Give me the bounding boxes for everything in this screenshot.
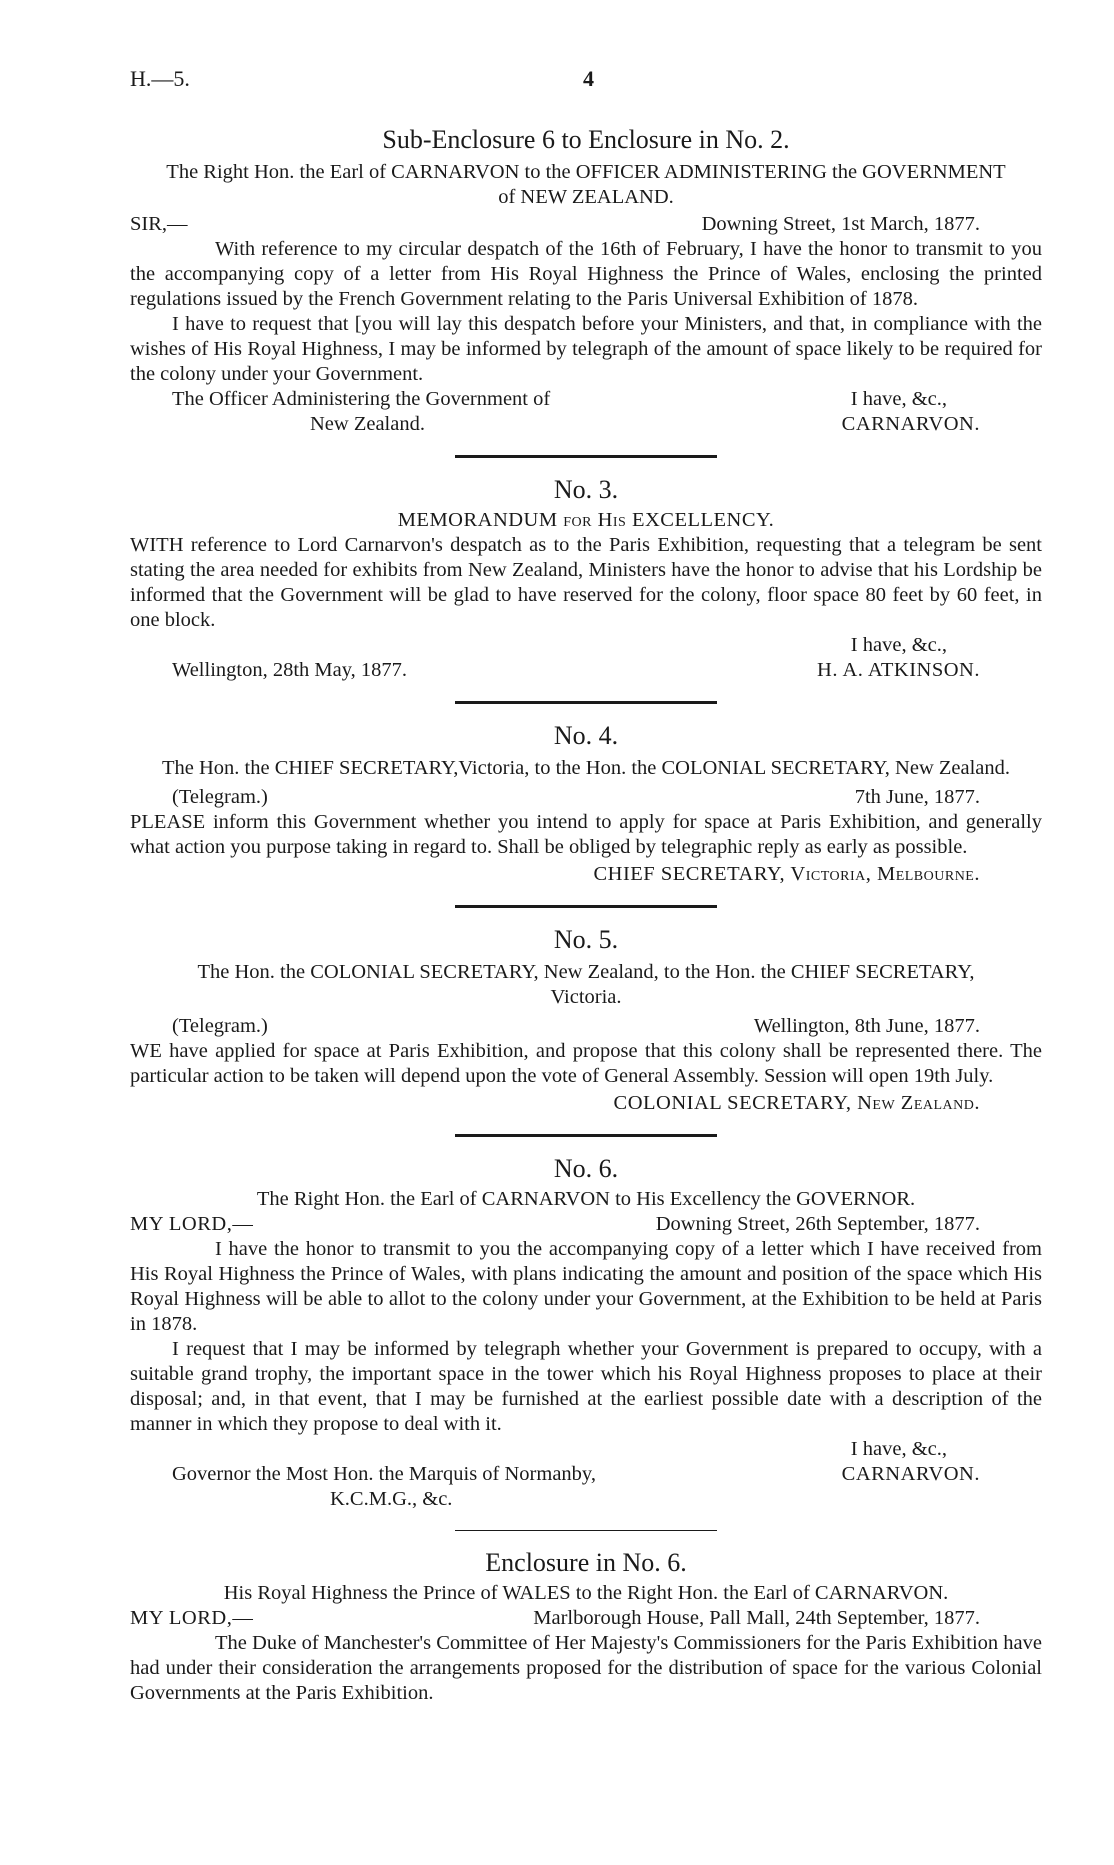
date: 7th June, 1877. xyxy=(854,786,980,808)
section-title: Enclosure in No. 6. xyxy=(485,1548,687,1577)
paragraph: WE have applied for space at Paris Exhibition, and propose that this colony shall be represented there. The particular action to be taken will depend upon the vote of General Assembly. Session will open 19th July. xyxy=(130,1040,1042,1087)
salutation-row xyxy=(130,1606,1042,1631)
telegram-label: (Telegram.) xyxy=(172,1015,268,1037)
section-divider xyxy=(455,905,717,908)
telegram-row xyxy=(130,1014,1042,1039)
recipient-line: The Officer Administering the Government of xyxy=(172,388,551,410)
section-divider xyxy=(455,455,717,458)
section-title: No. 5. xyxy=(553,925,619,954)
no6-section xyxy=(130,1153,1042,1512)
recipient-line: New Zealand. xyxy=(310,413,425,435)
address-line: The Right Hon. the Earl of CARNARVON to the OFFICER ADMINISTERING the GOVERNMENT xyxy=(166,161,1006,183)
place-date: Wellington, 8th June, 1877. xyxy=(753,1015,980,1037)
closing: I have, &c., xyxy=(850,388,947,410)
enclosure6-section xyxy=(130,1547,1042,1706)
recipient-line: K.C.M.G., &c. xyxy=(330,1488,453,1510)
section-heading: MEMORANDUM for His EXCELLENCY. xyxy=(397,509,775,531)
signature: COLONIAL SECRETARY, New Zealand. xyxy=(613,1092,980,1114)
section-divider xyxy=(455,1134,717,1137)
address-line: of NEW ZEALAND. xyxy=(498,186,674,208)
section-title: No. 6. xyxy=(553,1154,619,1183)
signature: CARNARVON. xyxy=(841,1463,980,1485)
paragraph: I have the honor to transmit to you the accompanying copy of a letter which I have received from His Royal Highness the Prince of Wales, with plans indicating the amount and position of the space which His Royal Highness will be able to allot to the colony under your Government, at the Exhibition to be held at Paris in 1878. xyxy=(130,1238,1042,1335)
paragraph: I have to request that [you will lay this despatch before your Ministers, and that, in compliance with the wishes of His Royal Highness, I may be informed by telegraph of the amount of space likely to be required for the colony under your Government. xyxy=(130,313,1042,385)
salutation-row xyxy=(130,212,1042,237)
section-title: Sub-Enclosure 6 to Enclosure in No. 2. xyxy=(382,125,790,154)
section-title: No. 3. xyxy=(553,475,619,504)
salutation: MY LORD,— xyxy=(130,1213,254,1235)
paragraph: I request that I may be informed by telegraph whether your Government is prepared to occupy, with a suitable grand trophy, the important space in the tower which his Royal Highness proposes to place at their disposal; and, in that event, that I may be furnished at the earliest possible date with a description of the manner in which they propose to deal with it. xyxy=(130,1338,1042,1435)
section-heading: His Royal Highness the Prince of WALES to the Right Hon. the Earl of CARNARVON. xyxy=(223,1582,949,1604)
signature: CARNARVON. xyxy=(841,413,980,435)
no3-section xyxy=(130,474,1042,683)
salutation-row xyxy=(130,1212,1042,1237)
place-date: Wellington, 28th May, 1877. xyxy=(172,659,408,681)
section-heading: The Right Hon. the Earl of CARNARVON to His Excellency the GOVERNOR. xyxy=(256,1188,916,1210)
paragraph: The Duke of Manchester's Committee of Her Majesty's Commissioners for the Paris Exhibition have had under their consideration the arrangements proposed for the distribution of space for the various Colonial Governments at the Paris Exhibition. xyxy=(130,1632,1042,1704)
paragraph: WITH reference to Lord Carnarvon's despatch as to the Paris Exhibition, requesting that a telegram be sent stating the area needed for exhibits from New Zealand, Ministers have the honor to advise that his Lordship be informed that the Government will be glad to have reserved for the colony, floor space 80 feet by 60 feet, in one block. xyxy=(130,534,1042,631)
signature-row xyxy=(130,1462,1042,1487)
section-divider xyxy=(455,1530,717,1531)
signature-row xyxy=(130,412,1042,437)
place-date: Downing Street, 1st March, 1877. xyxy=(701,213,980,235)
telegram-label: (Telegram.) xyxy=(172,786,268,808)
place-date: Downing Street, 26th September, 1877. xyxy=(655,1213,980,1235)
section-divider xyxy=(455,701,717,704)
page-body xyxy=(130,68,1042,1706)
closing: I have, &c., xyxy=(850,1438,947,1460)
page-number: 4 xyxy=(583,66,594,91)
closing-row xyxy=(130,387,1042,412)
signature: H. A. ATKINSON. xyxy=(817,659,980,681)
section-heading: The Hon. the CHIEF SECRETARY,Victoria, to the Hon. the COLONIAL SECRETARY, New Zealand. xyxy=(161,757,1011,779)
section-title: No. 4. xyxy=(553,721,619,750)
no5-section xyxy=(130,924,1042,1116)
place-date: Marlborough House, Pall Mall, 24th September, 1877. xyxy=(533,1607,980,1629)
signature: CHIEF SECRETARY, Victoria, Melbourne. xyxy=(593,863,980,885)
section-heading: The Hon. the COLONIAL SECRETARY, New Zealand, to the Hon. the CHIEF SECRETARY, xyxy=(197,961,975,983)
no4-section xyxy=(130,720,1042,887)
paragraph: PLEASE inform this Government whether you intend to apply for space at Paris Exhibition, and generally what action you purpose taking in regard to. Shall be obliged by telegraphic reply as early as possible. xyxy=(130,811,1042,858)
salutation: MY LORD,— xyxy=(130,1607,254,1629)
sub-enclosure-section xyxy=(130,124,1042,437)
recipient-line: Governor the Most Hon. the Marquis of Normanby, xyxy=(172,1463,596,1485)
paragraph: With reference to my circular despatch of the 16th of February, I have the honor to transmit to you the accompanying copy of a letter from His Royal Highness the Prince of Wales, enclosing the printed regulations issued by the French Government relating to the Paris Universal Exhibition of 1878. xyxy=(130,238,1042,310)
closing: I have, &c., xyxy=(850,634,947,656)
salutation: SIR,— xyxy=(130,213,188,235)
document-reference: H.—5. xyxy=(130,66,190,91)
telegram-row xyxy=(130,785,1042,810)
signature-row xyxy=(130,658,1042,683)
section-heading: Victoria. xyxy=(550,986,622,1008)
